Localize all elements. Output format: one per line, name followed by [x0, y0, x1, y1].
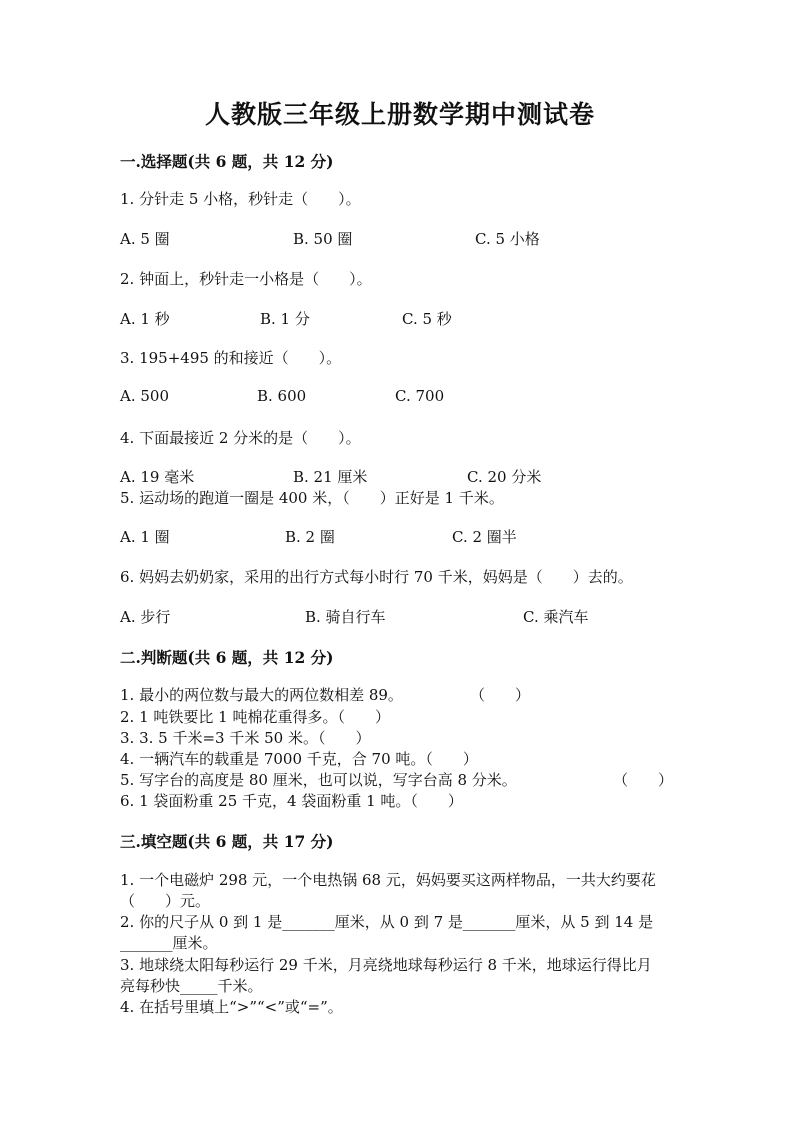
option-c: C. 乘汽车 [523, 608, 589, 626]
option-c: C. 5 秒 [402, 310, 452, 328]
option-a: A. 1 圈 [120, 528, 170, 546]
judge-item: 4. 一辆汽车的载重是 7000 千克，合 70 吨。（ ） [120, 750, 478, 768]
section-heading-judge: 二.判断题(共 6 题，共 12 分) [120, 648, 334, 667]
option-b: B. 21 厘米 [293, 468, 368, 486]
option-b: B. 骑自行车 [305, 608, 386, 626]
page-title: 人教版三年级上册数学期中测试卷 [204, 100, 595, 129]
judge-item: 1. 最小的两位数与最大的两位数相差 89。 [120, 686, 403, 704]
question-text: 6. 妈妈去奶奶家，采用的出行方式每小时行 70 千米，妈妈是（ ）去的。 [120, 568, 633, 586]
section-heading-fill: 三.填空题(共 6 题，共 17 分) [120, 832, 334, 851]
answer-paren: （ ） [470, 686, 531, 704]
question-text: 3. 195+495 的和接近（ ）。 [120, 349, 342, 367]
option-b: B. 600 [257, 387, 307, 405]
option-a: A. 1 秒 [120, 310, 170, 328]
question-text: 4. 下面最接近 2 分米的是（ ）。 [120, 429, 361, 447]
judge-item: 5. 写字台的高度是 80 厘米，也可以说，写字台高 8 分米。 [120, 771, 517, 789]
option-c: C. 5 小格 [475, 230, 540, 248]
option-a: A. 19 毫米 [120, 468, 195, 486]
question-text: 2. 钟面上，秒针走一小格是（ ）。 [120, 270, 372, 288]
fill-line: 1. 一个电磁炉 298 元，一个电热锅 68 元，妈妈要买这两样物品，一共大约要花 [120, 871, 656, 889]
option-b: B. 2 圈 [285, 528, 335, 546]
fill-line: （ ）元。 [120, 892, 211, 910]
option-a: A. 5 圈 [120, 230, 170, 248]
question-text: 5. 运动场的跑道一圈是 400 米，（ ）正好是 1 千米。 [120, 489, 504, 507]
option-c: C. 700 [395, 387, 445, 405]
judge-item: 3. 3. 5 千米=3 千米 50 米。（ ） [120, 729, 371, 747]
fill-line: 亮每秒快_____千米。 [120, 977, 263, 995]
option-b: B. 50 圈 [293, 230, 353, 248]
fill-line: 3. 地球绕太阳每秒运行 29 千米，月亮绕地球每秒运行 8 千米，地球运行得比月 [120, 956, 652, 974]
fill-line: _______厘米。 [120, 934, 218, 952]
judge-item: 6. 1 袋面粉重 25 千克，4 袋面粉重 1 吨。（ ） [120, 792, 463, 810]
option-c: C. 20 分米 [467, 468, 542, 486]
option-b: B. 1 分 [260, 310, 310, 328]
question-text: 1. 分针走 5 小格，秒针走（ ）。 [120, 190, 361, 208]
fill-line: 2. 你的尺子从 0 到 1 是_______厘米，从 0 到 7 是_______厘米，从 5 到 14 是 [120, 913, 654, 931]
option-a: A. 500 [120, 387, 169, 405]
option-a: A. 步行 [120, 608, 171, 626]
fill-line: 4. 在括号里填上“>”“<”或“=”。 [120, 998, 343, 1016]
answer-paren: （ ） [613, 771, 674, 789]
section-heading-choice: 一.选择题(共 6 题，共 12 分) [120, 152, 334, 171]
option-c: C. 2 圈半 [452, 528, 517, 546]
judge-item: 2. 1 吨铁要比 1 吨棉花重得多。（ ） [120, 708, 390, 726]
